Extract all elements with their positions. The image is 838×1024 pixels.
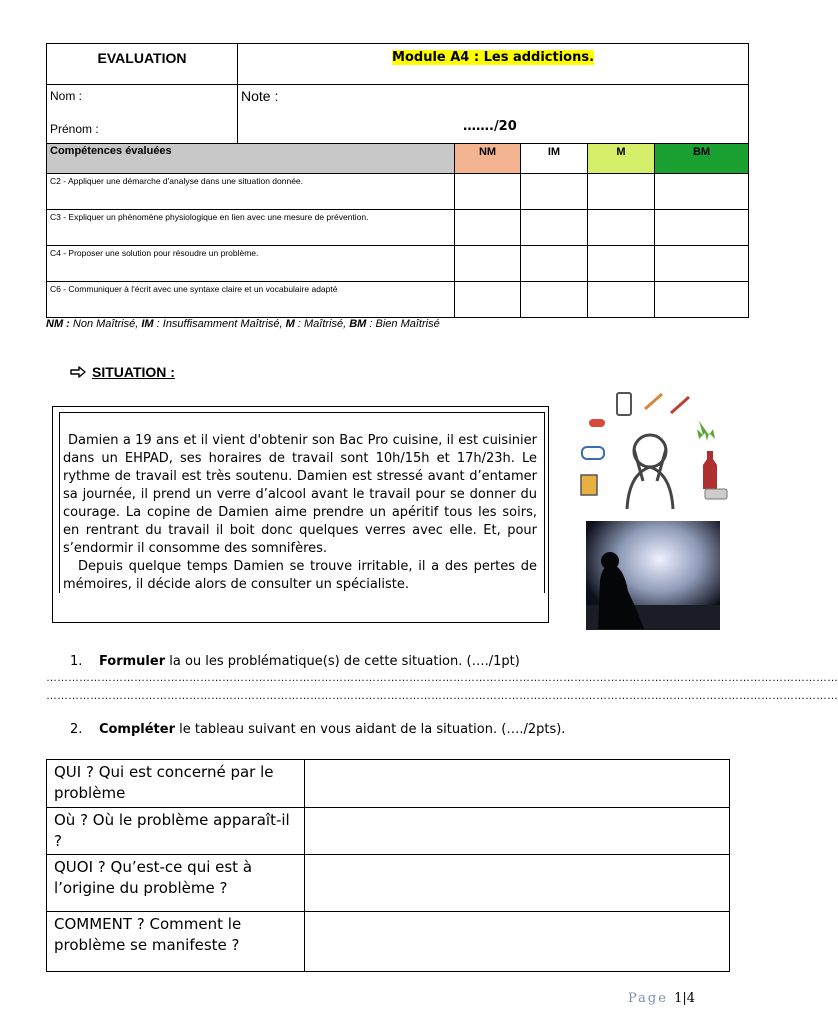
level-m: M (588, 144, 655, 174)
levels-legend (46, 318, 440, 330)
level-im: IM (521, 144, 588, 174)
legend-m-text: : Maîtrisé, (294, 318, 350, 330)
table-row (47, 760, 730, 808)
situation-paragraph: Depuis quelque temps Damien se trouve irritable, il a des pertes de mémoires, il décide alors de consulter un spécialiste. (63, 559, 537, 592)
note-cell (238, 85, 749, 144)
legend-m-abbr: M (285, 318, 295, 330)
qqoq-answer-cell[interactable] (305, 912, 730, 972)
question-1-number: 1. (70, 654, 83, 669)
legend-bm-text: : Bien Maîtrisé (366, 318, 440, 330)
note-score: ……./20 (463, 119, 517, 134)
qqoq-answer-cell[interactable] (305, 760, 730, 808)
legend-bm-abbr: BM (349, 318, 367, 330)
legend-im-text: : Insuffisamment Maîtrisé, (153, 318, 286, 330)
m-checkbox-cell[interactable] (588, 210, 655, 246)
module-title-cell (238, 44, 749, 85)
competence-text: C4 - Proposer une solution pour résoudre un problème. (47, 246, 455, 282)
legend-nm-text: Non Maîtrisé, (69, 318, 142, 330)
competence-text: C6 - Communiquer à l'écrit avec une syntaxe claire et un vocabulaire adapté (47, 282, 455, 318)
im-checkbox-cell[interactable] (521, 210, 588, 246)
question-1-verb: Formuler (98, 654, 166, 669)
page-total: 4 (686, 991, 696, 1006)
qqoq-question: QUI ? Qui est concerné par le problème (47, 760, 305, 808)
qqoq-question: QUOI ? Qu’est-ce qui est à l’origine du problème ? (47, 855, 305, 912)
qqoq-answer-cell[interactable] (305, 855, 730, 912)
situation-heading (70, 364, 175, 380)
evaluation-label-cell (47, 44, 238, 85)
m-checkbox-cell[interactable] (588, 174, 655, 210)
evaluation-table (46, 43, 749, 318)
legend-im-abbr: IM (141, 318, 154, 330)
m-checkbox-cell[interactable] (588, 282, 655, 318)
nm-checkbox-cell[interactable] (455, 246, 521, 282)
competence-text: C3 - Expliquer un phénomène physiologique en lien avec une mesure de prévention. (47, 210, 455, 246)
qqoq-question: Où ? Où le problème apparaît-il ? (47, 808, 305, 855)
answer-line-1[interactable]: ……………………………………………………………………………………………………………………………………………………………………………………………… (46, 672, 838, 684)
right-arrow-icon (70, 364, 86, 380)
nm-checkbox-cell[interactable] (455, 282, 521, 318)
table-row (47, 855, 730, 912)
table-row (47, 808, 730, 855)
situation-label: SITUATION : (92, 364, 175, 380)
im-checkbox-cell[interactable] (521, 246, 588, 282)
nm-checkbox-cell[interactable] (455, 174, 521, 210)
competence-text: C2 - Appliquer une démarche d'analyse dans une situation donnée. (47, 174, 455, 210)
note-label: Note : (241, 88, 279, 104)
im-checkbox-cell[interactable] (521, 174, 588, 210)
qqoq-answer-cell[interactable] (305, 808, 730, 855)
question-2-verb: Compléter (98, 722, 175, 737)
addictions-illustration (567, 389, 734, 512)
competences-title: Compétences évaluées (47, 144, 455, 174)
answer-line-2[interactable]: ……………………………………………………………………………………………………………………………………………………………………………………………… (46, 690, 838, 702)
question-2-text: le tableau suivant en vous aidant de la situation. (…./2pts). (174, 722, 566, 737)
situation-paragraph: Damien a 19 ans et il vient d'obtenir son Bac Pro cuisine, il est cuisinier dans un EHPAD, ses horaires de travail sont 10h/15h et 17h/23h. Le rythme de travail est très soutenu. Damien est stressé avant d’entamer sa journée, il prend un verre d’alcool avant le travail pour se donner du courage. La copine de Damien aime prendre un apéritif tous les soirs, en rentrant du travail il boit donc quelques verres avec elle. Et, pour s’endormir il consomme des somnifères. (63, 433, 537, 556)
name-cell (47, 85, 238, 144)
m-checkbox-cell[interactable] (588, 246, 655, 282)
question-2-number: 2. (70, 722, 83, 737)
qqoq-table (46, 759, 730, 972)
im-checkbox-cell[interactable] (521, 282, 588, 318)
competence-row (47, 210, 749, 246)
question-2 (70, 722, 565, 737)
question-1-text: la ou les problématique(s) de cette situation. (…./1pt) (165, 654, 520, 669)
question-1 (70, 654, 520, 669)
nm-checkbox-cell[interactable] (455, 210, 521, 246)
legend-nm-abbr: NM : (46, 318, 70, 330)
qqoq-question: COMMENT ? Comment le problème se manifeste ? (47, 912, 305, 972)
evaluation-label: EVALUATION (97, 50, 187, 66)
page-current: 1 (674, 991, 683, 1006)
table-row (47, 912, 730, 972)
sad-person-photo (586, 521, 720, 630)
bm-checkbox-cell[interactable] (655, 210, 749, 246)
competence-row (47, 282, 749, 318)
bm-checkbox-cell[interactable] (655, 246, 749, 282)
module-title: Module A4 : Les addictions. (392, 50, 595, 65)
situation-text (63, 432, 537, 594)
level-bm: BM (655, 144, 749, 174)
page-word: Page (628, 991, 668, 1006)
competence-row (47, 246, 749, 282)
competence-row (47, 174, 749, 210)
level-nm: NM (455, 144, 521, 174)
page-footer (628, 991, 695, 1006)
bm-checkbox-cell[interactable] (655, 282, 749, 318)
prenom-label: Prénom : (50, 122, 99, 136)
nom-label: Nom : (50, 89, 83, 103)
page-separator: | (682, 991, 687, 1006)
bm-checkbox-cell[interactable] (655, 174, 749, 210)
